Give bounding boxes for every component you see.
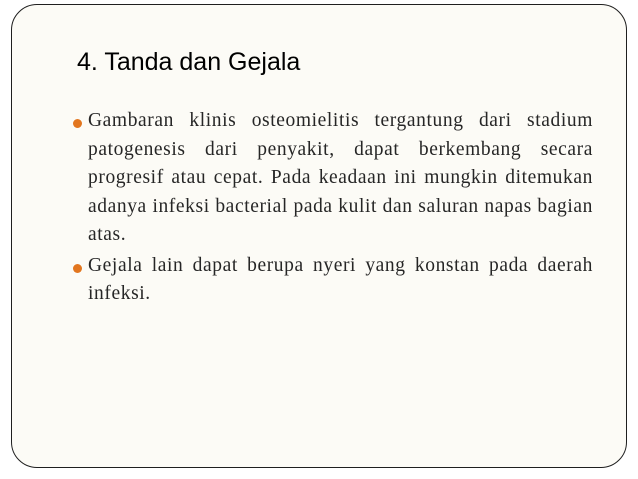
slide-title: 4. Tanda dan Gejala (77, 48, 301, 76)
bullet-text: Gejala lain dapat berupa nyeri yang konstan pada daerah infeksi. (88, 254, 593, 304)
bullet-dot-icon (73, 119, 82, 128)
bullet-dot-icon (73, 264, 82, 273)
bullet-item (73, 107, 593, 250)
bullet-text: Gambaran klinis osteomielitis tergantung dari stadium patogenesis dari penyakit, dapat berkembang secara progresif atau cepat. Pada keadaan ini mungkin ditemukan adanya infeksi bacterial pada kulit dan saluran napas bagian atas. (88, 110, 593, 245)
bullet-list (73, 107, 593, 311)
bullet-item (73, 252, 593, 309)
